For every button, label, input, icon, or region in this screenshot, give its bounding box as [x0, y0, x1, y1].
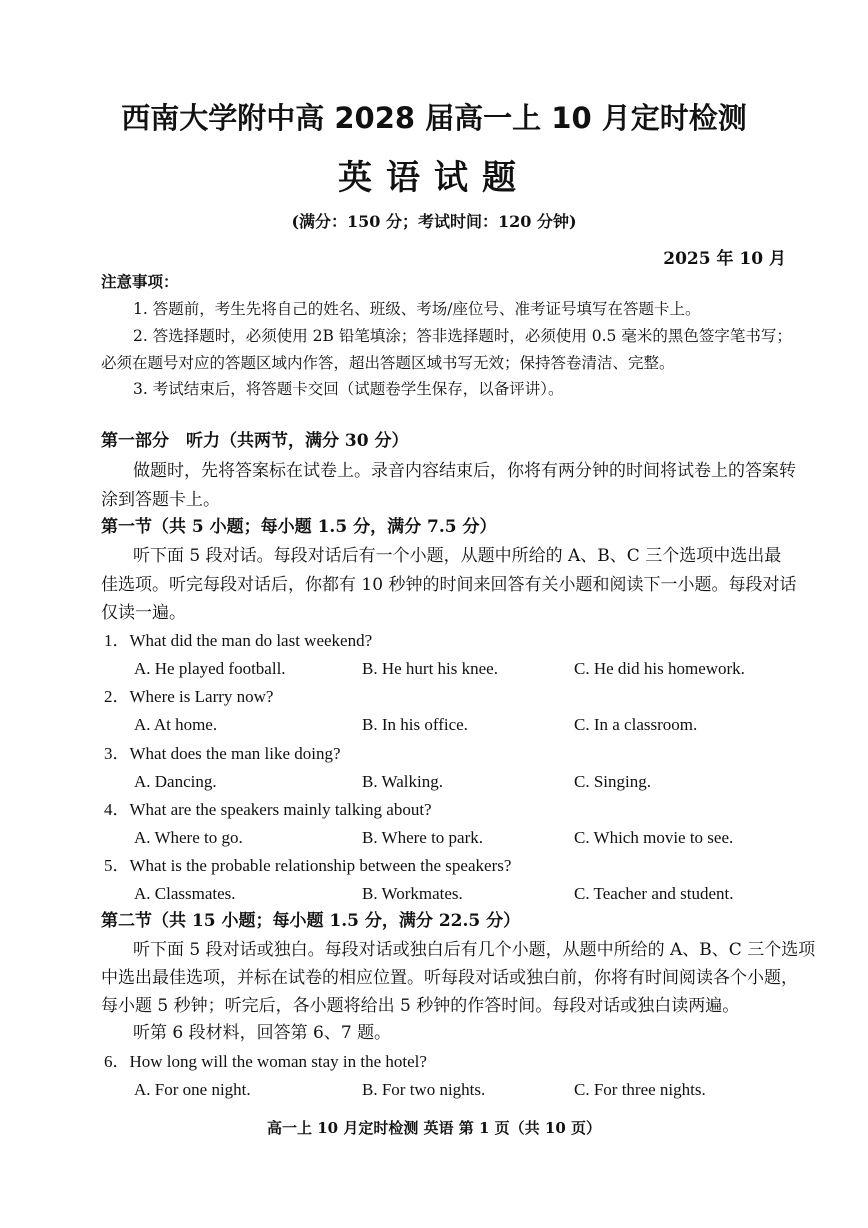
section2-intro: 听下面 5 段对话或独白。每段对话或独白后有几个小题，从题中所给的 A、B、C 三个选项	[133, 940, 816, 960]
section1-heading: 第一节（共 5 小题；每小题 1.5 分，满分 7.5 分）	[101, 517, 497, 537]
notice-item-1: 1. 答题前，考生先将自己的姓名、班级、考场/座位号、准考证号填写在答题卡上。	[133, 300, 701, 318]
question-1: 1．What did the man do last weekend?	[104, 631, 373, 650]
q6-option-b: B. For two nights.	[362, 1080, 486, 1099]
q2-option-c: C. In a classroom.	[574, 715, 698, 734]
notice-item-2: 2. 答选择题时，必须使用 2B 铅笔填涂；答非选择题时，必须使用 0.5 毫米的黑色签字笔书写；	[133, 327, 792, 345]
section2-intro-cont: 中选出最佳选项，并标在试卷的相应位置。听每段对话或独白前，你将有时间阅读各个小题，	[101, 968, 798, 988]
section1-intro-cont: 佳选项。听完每段对话后，你都有 10 秒钟的时间来回答有关小题和阅读下一小题。每段对话	[101, 575, 797, 595]
section1-intro: 听下面 5 段对话。每段对话后有一个小题，从题中所给的 A、B、C 三个选项中选出最	[133, 546, 782, 566]
subject-title: 英语试题	[338, 158, 530, 198]
score-info: (满分：150 分；考试时间：120 分钟)	[291, 212, 577, 231]
q1-option-a: A. He played football.	[134, 659, 286, 678]
q5-option-c: C. Teacher and student.	[574, 884, 734, 903]
material-note: 听第 6 段材料，回答第 6、7 题。	[133, 1023, 392, 1043]
notice-title: 注意事项：	[101, 272, 179, 291]
question-6: 6．How long will the woman stay in the hotel?	[104, 1052, 427, 1071]
q6-option-a: A. For one night.	[134, 1080, 251, 1099]
q5-option-a: A. Classmates.	[134, 884, 236, 903]
q3-option-a: A. Dancing.	[134, 772, 217, 791]
part1-intro: 做题时，先将答案标在试卷上。录音内容结束后，你将有两分钟的时间将试卷上的答案转	[133, 461, 796, 481]
q4-option-c: C. Which movie to see.	[574, 828, 734, 847]
page-footer: 高一上 10 月定时检测 英语 第 1 页（共 10 页）	[267, 1119, 601, 1137]
school-title: 西南大学附中高 2028 届高一上 10 月定时检测	[121, 101, 747, 135]
q6-option-c: C. For three nights.	[574, 1080, 706, 1099]
question-2: 2．Where is Larry now?	[104, 687, 274, 706]
question-4: 4．What are the speakers mainly talking about?	[104, 800, 432, 819]
part1-heading: 第一部分 听力（共两节，满分 30 分）	[101, 431, 409, 451]
q1-option-b: B. He hurt his knee.	[362, 659, 498, 678]
question-5: 5．What is the probable relationship between the speakers?	[104, 856, 512, 875]
q2-option-b: B. In his office.	[362, 715, 468, 734]
notice-item-3: 3. 考试结束后，将答题卡交回（试题卷学生保存，以备评讲）。	[133, 380, 564, 398]
q4-option-b: B. Where to park.	[362, 828, 484, 847]
q3-option-b: B. Walking.	[362, 772, 443, 791]
q4-option-a: A. Where to go.	[134, 828, 243, 847]
section1-intro-cont2: 仅读一遍。	[101, 603, 186, 623]
exam-date: 2025 年 10 月	[663, 249, 786, 269]
question-3: 3．What does the man like doing?	[104, 744, 341, 763]
part1-intro-cont: 涂到答题卡上。	[101, 490, 220, 510]
section2-intro-cont2: 每小题 5 秒钟；听完后，各小题将给出 5 秒钟的作答时间。每段对话或独白读两遍。	[101, 996, 740, 1016]
q2-option-a: A. At home.	[134, 715, 218, 734]
q3-option-c: C. Singing.	[574, 772, 651, 791]
q1-option-c: C. He did his homework.	[574, 659, 745, 678]
notice-item-2-cont: 必须在题号对应的答题区域内作答，超出答题区域书写无效；保持答卷清洁、完整。	[101, 354, 675, 372]
q5-option-b: B. Workmates.	[362, 884, 463, 903]
section2-heading: 第二节（共 15 小题；每小题 1.5 分，满分 22.5 分）	[101, 911, 521, 931]
